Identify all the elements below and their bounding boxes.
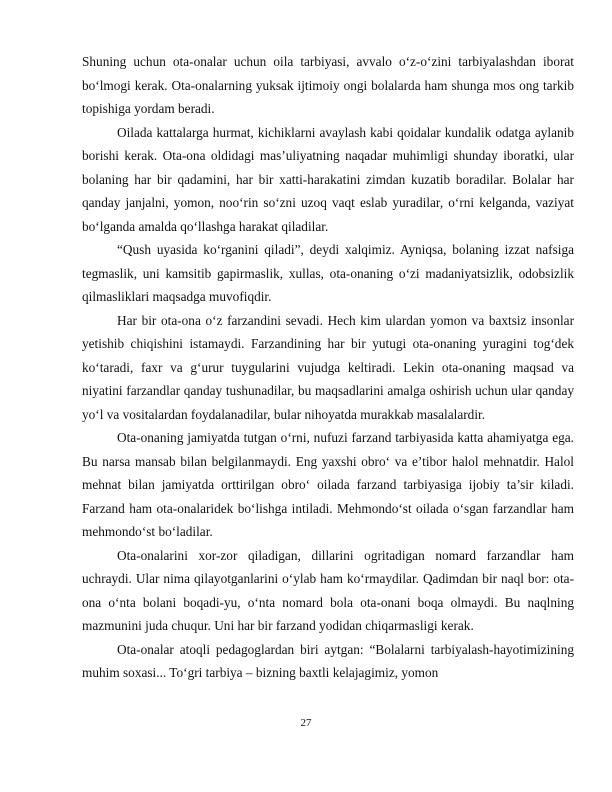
paragraph: Ota-onalarini xor-zor qiladigan, dillarini ogritadigan nomard farzandlar ham uchraydi. Ular nima qilayotganlarini o‘ylab ham ko‘rmaydilar. Qadimdan bir naql bor: ota-ona o‘nta bolani boqadi-yu, o‘nta nomard bola ota-onani boqa olmaydi. Bu naqlning mazmunini juda chuqur. Uni har bir farzand yodidan chiqarmasligi kerak. (82, 547, 574, 633)
paragraph: Har bir ota-ona o‘z farzandini sevadi. Hech kim ulardan yomon va baxtsiz insonlar yetishib chiqishini istamaydi. Farzandining har bir yutugi ota-onaning yuragini tog‘dek ko‘taradi, faxr va g‘urur tuygularini vujudga keltiradi. Lekin ota-onaning maqsad va niyatini farzandlar qanday tushunadilar, bu maqsadlarini amalga oshirish uchun ular qanday yo‘l va vositalardan foydalanadilar, bular nihoyatda murakkab masalalardir. (82, 312, 574, 422)
page-number: 27 (300, 717, 312, 729)
paragraph: “Qush uyasida ko‘rganini qiladi”, deydi xalqimiz. Ayniqsa, bolaning izzat nafsiga tegmaslik, uni kamsitib gapirmaslik, xullas, ota-onaning o‘zi madaniyatsizlik, odobsizlik qilmasliklari maqsadga muvofiqdir. (82, 242, 574, 304)
paragraph: Shuning uchun ota-onalar uchun oila tarbiyasi, avvalo o‘z-o‘zini tarbiyalashdan iborat bo‘lmogi kerak. Ota-onalarning yuksak ijtimoiy ongi bolalarda ham shunga mos ong tarkib topishiga yordam beradi. (82, 54, 574, 116)
paragraph: Oilada kattalarga hurmat, kichiklarni avaylash kabi qoidalar kundalik odatga aylanib borishi kerak. Ota-ona oldidagi mas’uliyatning naqadar muhimligi shunday iboratki, ular bolaning har bir qadamini, har bir xatti-harakatini zimdan kuzatib boradilar. Bolalar har qanday janjalni, yomon, noo‘rin so‘zni uzoq vaqt eslab yuradilar, o‘rni kelganda, vaziyat bo‘lganda amalda qo‘llashga harakat qiladilar. (82, 124, 574, 234)
paragraph: Ota-onalar atoqli pedagoglardan biri aytgan: “Bolalarni tarbiyalash-hayotimizining muhim soxasi... To‘gri tarbiya – bizning baxtli kelajagimiz, yomon (82, 641, 574, 680)
paragraph: Ota-onaning jamiyatda tutgan o‘rni, nufuzi farzand tarbiyasida katta ahamiyatga ega. Bu narsa mansab bilan belgilanmaydi. Eng yaxshi obro‘ va e’tibor halol mehnatdir. Halol mehnat bilan jamiyatda orttirilgan obro‘ oilada farzand tarbiyasiga ijobiy ta’sir kiladi. Farzand ham ota-onalaridek bo‘lishga intiladi. Mehmondo‘st oilada o‘sgan farzandlar ham mehmondo‘st bo‘ladilar. (82, 430, 574, 539)
body-text (82, 50, 574, 685)
